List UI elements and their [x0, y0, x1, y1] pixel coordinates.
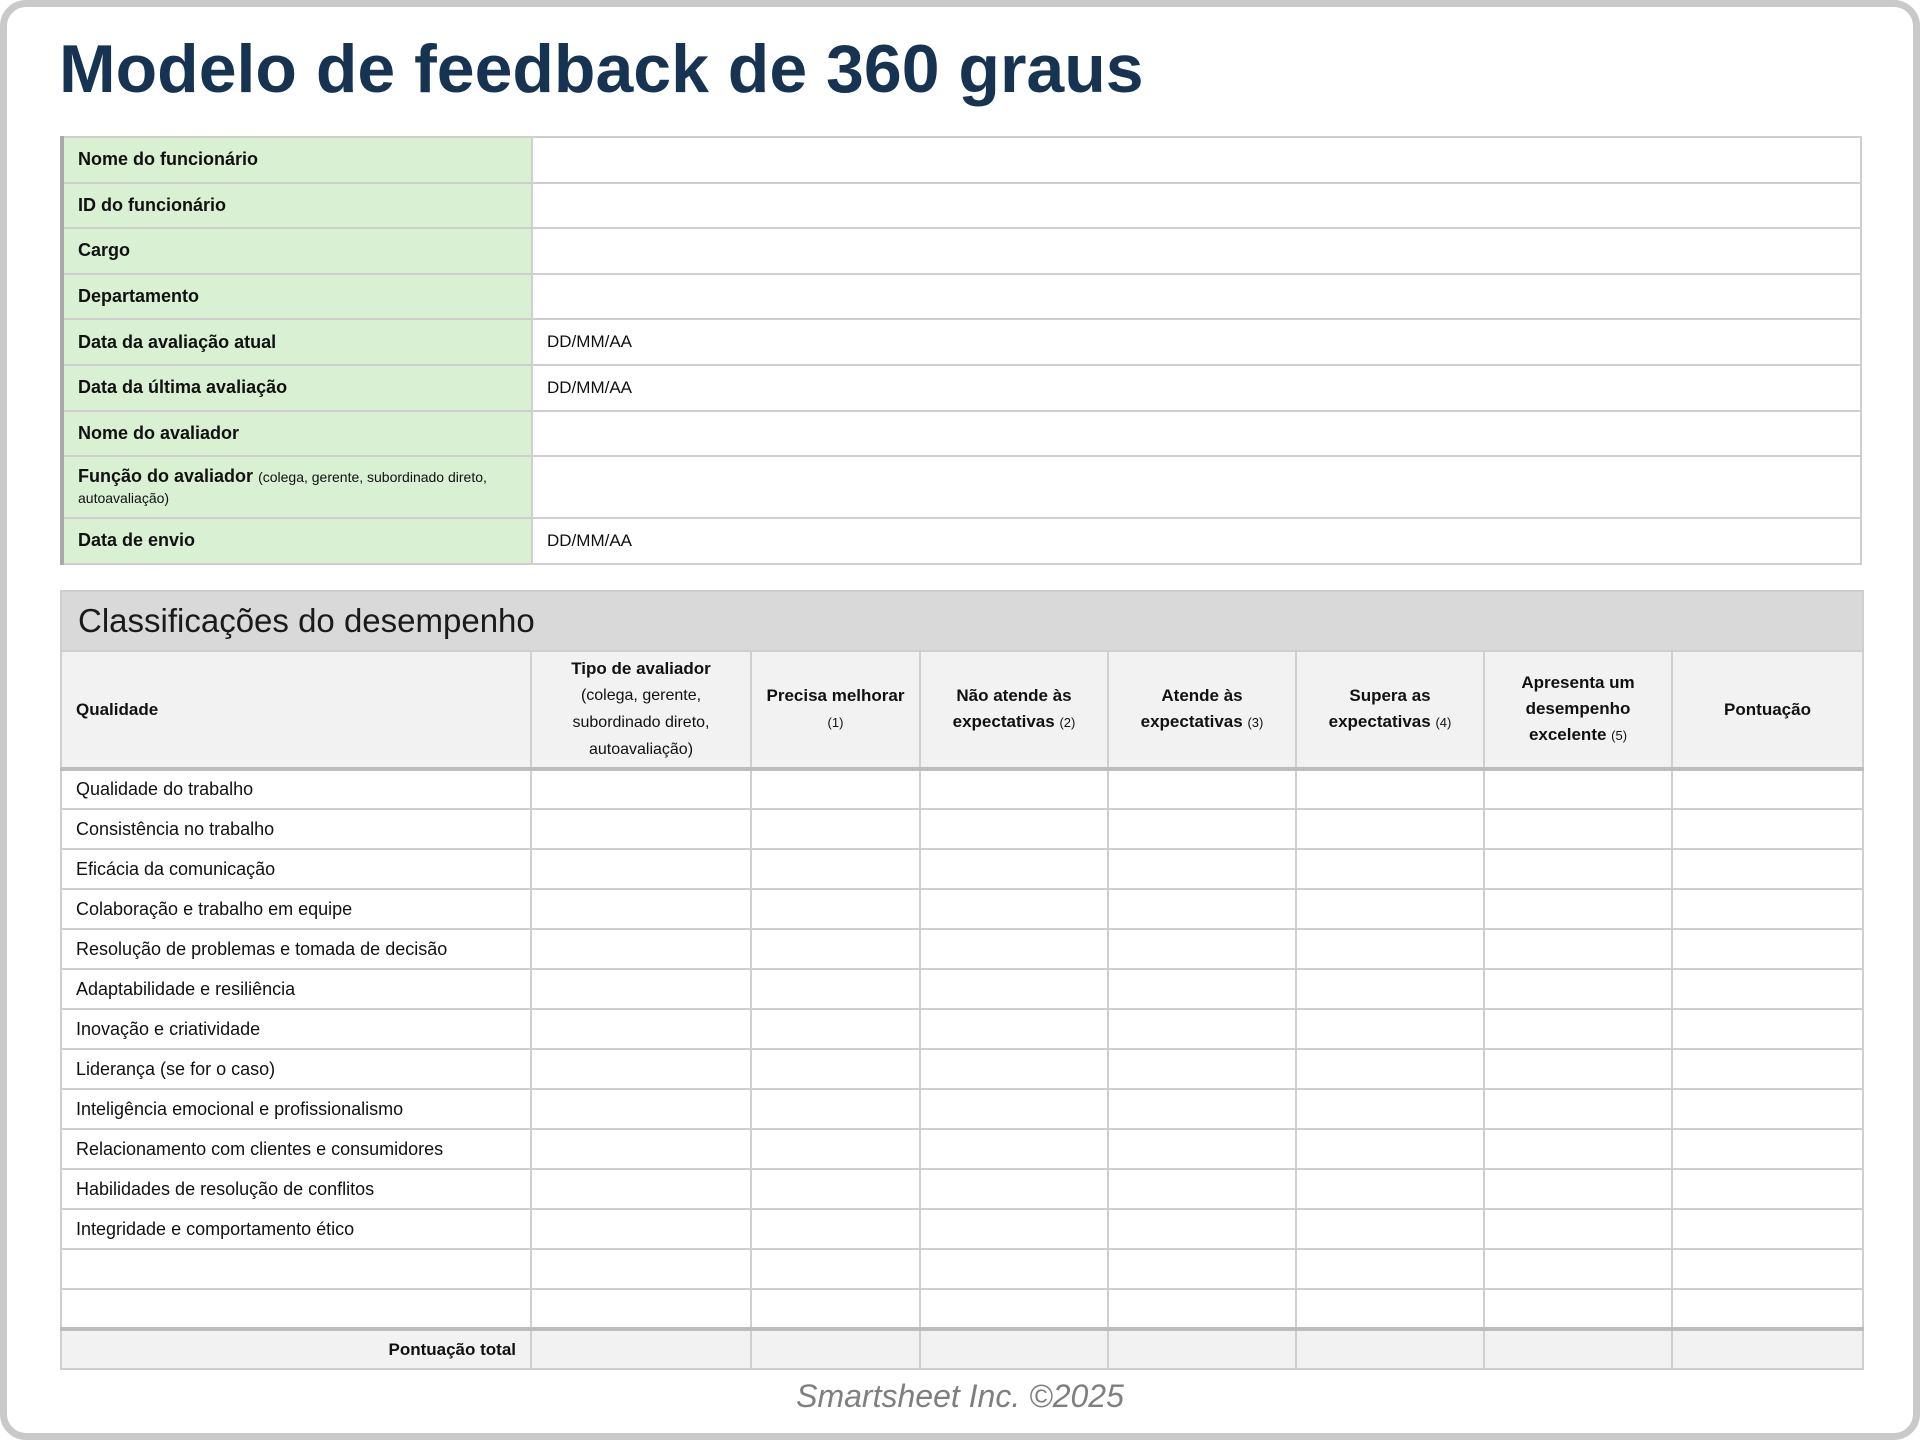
rating-cell[interactable] [920, 809, 1108, 849]
info-label [62, 137, 532, 183]
header-evaluator-type: Tipo de avaliador (colega, gerente, subordinado direto, autoavaliação) [531, 651, 751, 769]
info-value-field[interactable] [532, 274, 1861, 320]
rating-cell[interactable] [531, 889, 751, 929]
rating-cell[interactable] [920, 1249, 1108, 1289]
table-row [61, 1049, 1863, 1089]
rating-cell[interactable] [1296, 1049, 1484, 1089]
total-cell[interactable] [751, 1329, 920, 1369]
rating-cell[interactable] [1108, 1249, 1296, 1289]
rating-cell[interactable] [1672, 1169, 1863, 1209]
table-row [61, 809, 1863, 849]
rating-cell[interactable] [751, 1009, 920, 1049]
rating-cell[interactable] [1296, 1089, 1484, 1129]
info-value-field[interactable]: DD/MM/AA [532, 365, 1861, 411]
rating-cell[interactable] [1296, 1169, 1484, 1209]
quality-label [61, 1289, 531, 1329]
info-label-text: Data da última avaliação [78, 377, 288, 398]
table-row [61, 929, 1863, 969]
quality-label: Habilidades de resolução de conflitos [61, 1169, 531, 1209]
info-label-text: ID do funcionário [78, 194, 226, 215]
info-label-text: Data de envio [78, 530, 196, 551]
rating-cell[interactable] [531, 1289, 751, 1329]
rating-cell[interactable] [1484, 969, 1672, 1009]
info-label-text: Data da avaliação atual [78, 331, 277, 352]
quality-label: Resolução de problemas e tomada de decisão [61, 929, 531, 969]
rating-cell[interactable] [1108, 1009, 1296, 1049]
rating-cell[interactable] [751, 969, 920, 1009]
rating-cell[interactable] [1672, 1049, 1863, 1089]
rating-cell[interactable] [1296, 929, 1484, 969]
rating-cell[interactable] [1672, 1249, 1863, 1289]
rating-cell[interactable] [751, 929, 920, 969]
rating-cell[interactable] [751, 889, 920, 929]
rating-cell[interactable] [751, 1289, 920, 1329]
rating-cell[interactable] [531, 1129, 751, 1169]
rating-cell[interactable] [531, 969, 751, 1009]
info-row [62, 228, 1861, 274]
rating-cell[interactable] [1296, 1289, 1484, 1329]
table-row [61, 1089, 1863, 1129]
header-does-not-meet: Não atende às expectativas (2) [920, 651, 1108, 769]
rating-cell[interactable] [920, 889, 1108, 929]
info-label [62, 183, 532, 229]
rating-cell[interactable] [1672, 809, 1863, 849]
rating-cell[interactable] [531, 1169, 751, 1209]
rating-cell[interactable] [1672, 849, 1863, 889]
rating-cell[interactable] [1296, 889, 1484, 929]
header-needs-improvement: Precisa melhorar (1) [751, 651, 920, 769]
rating-cell[interactable] [751, 1169, 920, 1209]
rating-cell[interactable] [1672, 969, 1863, 1009]
rating-cell[interactable] [1108, 1209, 1296, 1249]
rating-cell[interactable] [1108, 1089, 1296, 1129]
rating-cell[interactable] [751, 1249, 920, 1289]
rating-cell[interactable] [1108, 1129, 1296, 1169]
rating-cell[interactable] [531, 769, 751, 809]
rating-cell[interactable] [1296, 969, 1484, 1009]
info-row [62, 518, 1861, 564]
performance-ratings-table [60, 590, 1864, 1370]
table-row [61, 889, 1863, 929]
table-row [61, 849, 1863, 889]
rating-cell[interactable] [531, 1249, 751, 1289]
header-score: Pontuação [1672, 651, 1863, 769]
rating-cell[interactable] [920, 1209, 1108, 1249]
info-label-text: Departamento [78, 286, 200, 307]
rating-cell[interactable] [1672, 1209, 1863, 1249]
rating-cell[interactable] [1108, 1289, 1296, 1329]
rating-cell[interactable] [531, 1049, 751, 1089]
rating-cell[interactable] [920, 1009, 1108, 1049]
info-label-text: Nome do funcionário [78, 149, 258, 170]
rating-cell[interactable] [1484, 1009, 1672, 1049]
rating-cell[interactable] [531, 1209, 751, 1249]
rating-cell[interactable] [920, 1169, 1108, 1209]
rating-cell[interactable] [1296, 769, 1484, 809]
rating-cell[interactable] [1296, 1209, 1484, 1249]
info-row [62, 411, 1861, 457]
info-label [62, 228, 532, 274]
rating-cell[interactable] [1108, 1049, 1296, 1089]
rating-cell[interactable] [1108, 1169, 1296, 1209]
table-row [61, 1289, 1863, 1329]
rating-cell[interactable] [1296, 1009, 1484, 1049]
rating-cell[interactable] [1484, 889, 1672, 929]
quality-label: Consistência no trabalho [61, 809, 531, 849]
info-row [62, 319, 1861, 365]
table-row [61, 1129, 1863, 1169]
total-cell[interactable] [531, 1329, 751, 1369]
rating-cell[interactable] [531, 1089, 751, 1129]
rating-cell[interactable] [531, 1009, 751, 1049]
rating-cell[interactable] [1108, 889, 1296, 929]
rating-cell[interactable] [920, 1089, 1108, 1129]
quality-label [61, 1249, 531, 1289]
rating-cell[interactable] [1672, 1129, 1863, 1169]
rating-cell[interactable] [1296, 809, 1484, 849]
employee-info-table [60, 136, 1862, 565]
rating-cell[interactable] [1672, 1089, 1863, 1129]
rating-cell[interactable] [920, 1289, 1108, 1329]
rating-cell[interactable] [920, 1049, 1108, 1089]
table-row [61, 1209, 1863, 1249]
info-label [62, 319, 532, 365]
rating-cell[interactable] [1484, 1289, 1672, 1329]
rating-cell[interactable] [751, 849, 920, 889]
rating-cell[interactable] [1108, 769, 1296, 809]
rating-cell[interactable] [920, 969, 1108, 1009]
rating-cell[interactable] [751, 1209, 920, 1249]
rating-cell[interactable] [920, 769, 1108, 809]
header-exceeds: Supera as expectativas (4) [1296, 651, 1484, 769]
info-label-note: (colega, gerente, subordinado direto, autoavaliação) [78, 469, 487, 507]
info-value-field[interactable]: DD/MM/AA [532, 518, 1861, 564]
total-cell[interactable] [920, 1329, 1108, 1369]
table-row [61, 969, 1863, 1009]
footer-copyright: Smartsheet Inc. ©2025 [796, 1378, 1124, 1414]
info-label-text: Função do avaliador [78, 466, 254, 487]
table-row [61, 769, 1863, 809]
info-value-field[interactable]: DD/MM/AA [532, 319, 1861, 365]
page-title: Modelo de feedback de 360 graus [59, 31, 1144, 107]
rating-cell[interactable] [531, 809, 751, 849]
rating-cell[interactable] [1108, 809, 1296, 849]
rating-cell[interactable] [1672, 889, 1863, 929]
total-label: Pontuação total [61, 1329, 531, 1369]
rating-cell[interactable] [1108, 969, 1296, 1009]
info-value-field[interactable] [532, 456, 1861, 518]
rating-cell[interactable] [1296, 1129, 1484, 1169]
rating-cell[interactable] [1672, 1289, 1863, 1329]
info-value-field[interactable] [532, 228, 1861, 274]
rating-cell[interactable] [1672, 1009, 1863, 1049]
info-row [62, 456, 1861, 518]
section-title: Classificações do desempenho [61, 591, 1863, 651]
rating-cell[interactable] [1484, 1089, 1672, 1129]
rating-cell[interactable] [531, 849, 751, 889]
rating-cell[interactable] [1484, 1129, 1672, 1169]
quality-label: Liderança (se for o caso) [61, 1049, 531, 1089]
table-row [61, 1009, 1863, 1049]
info-row [62, 274, 1861, 320]
info-label [62, 365, 532, 411]
info-row [62, 183, 1861, 229]
rating-cell[interactable] [1672, 929, 1863, 969]
rating-cell[interactable] [1484, 849, 1672, 889]
rating-cell[interactable] [1484, 809, 1672, 849]
table-row [61, 1249, 1863, 1289]
quality-label: Eficácia da comunicação [61, 849, 531, 889]
info-value-field[interactable] [532, 183, 1861, 229]
rating-cell[interactable] [1296, 1249, 1484, 1289]
info-label [62, 274, 532, 320]
info-row [62, 137, 1861, 183]
info-label [62, 411, 532, 457]
header-quality: Qualidade [61, 651, 531, 769]
info-label [62, 456, 532, 518]
info-label-text: Cargo [78, 240, 131, 261]
rating-cell[interactable] [1108, 849, 1296, 889]
quality-label: Qualidade do trabalho [61, 769, 531, 809]
rating-cell[interactable] [751, 809, 920, 849]
total-cell[interactable] [1296, 1329, 1484, 1369]
total-cell[interactable] [1484, 1329, 1672, 1369]
quality-label: Adaptabilidade e resiliência [61, 969, 531, 1009]
rating-cell[interactable] [1484, 1049, 1672, 1089]
rating-cell[interactable] [1484, 929, 1672, 969]
rating-cell[interactable] [1484, 1169, 1672, 1209]
rating-cell[interactable] [1484, 1209, 1672, 1249]
quality-label: Relacionamento com clientes e consumidores [61, 1129, 531, 1169]
info-value-field[interactable] [532, 411, 1861, 457]
rating-cell[interactable] [1484, 1249, 1672, 1289]
info-label-text: Nome do avaliador [78, 422, 240, 443]
rating-cell[interactable] [751, 1089, 920, 1129]
rating-cell[interactable] [751, 769, 920, 809]
rating-cell[interactable] [1484, 769, 1672, 809]
total-cell[interactable] [1672, 1329, 1863, 1369]
rating-cell[interactable] [920, 929, 1108, 969]
quality-label: Integridade e comportamento ético [61, 1209, 531, 1249]
rating-cell[interactable] [920, 849, 1108, 889]
rating-cell[interactable] [531, 929, 751, 969]
total-cell[interactable] [1108, 1329, 1296, 1369]
quality-label: Inteligência emocional e profissionalismo [61, 1089, 531, 1129]
rating-cell[interactable] [920, 1129, 1108, 1169]
rating-cell[interactable] [751, 1129, 920, 1169]
header-meets: Atende às expectativas (3) [1108, 651, 1296, 769]
quality-label: Inovação e criatividade [61, 1009, 531, 1049]
rating-cell[interactable] [1296, 849, 1484, 889]
table-row [61, 1169, 1863, 1209]
info-value-field[interactable] [532, 137, 1861, 183]
total-row [61, 1329, 1863, 1369]
rating-cell[interactable] [751, 1049, 920, 1089]
info-label [62, 518, 532, 564]
rating-cell[interactable] [1672, 769, 1863, 809]
quality-label: Colaboração e trabalho em equipe [61, 889, 531, 929]
rating-cell[interactable] [1108, 929, 1296, 969]
header-excellent: Apresenta um desempenho excelente (5) [1484, 651, 1672, 769]
info-row [62, 365, 1861, 411]
